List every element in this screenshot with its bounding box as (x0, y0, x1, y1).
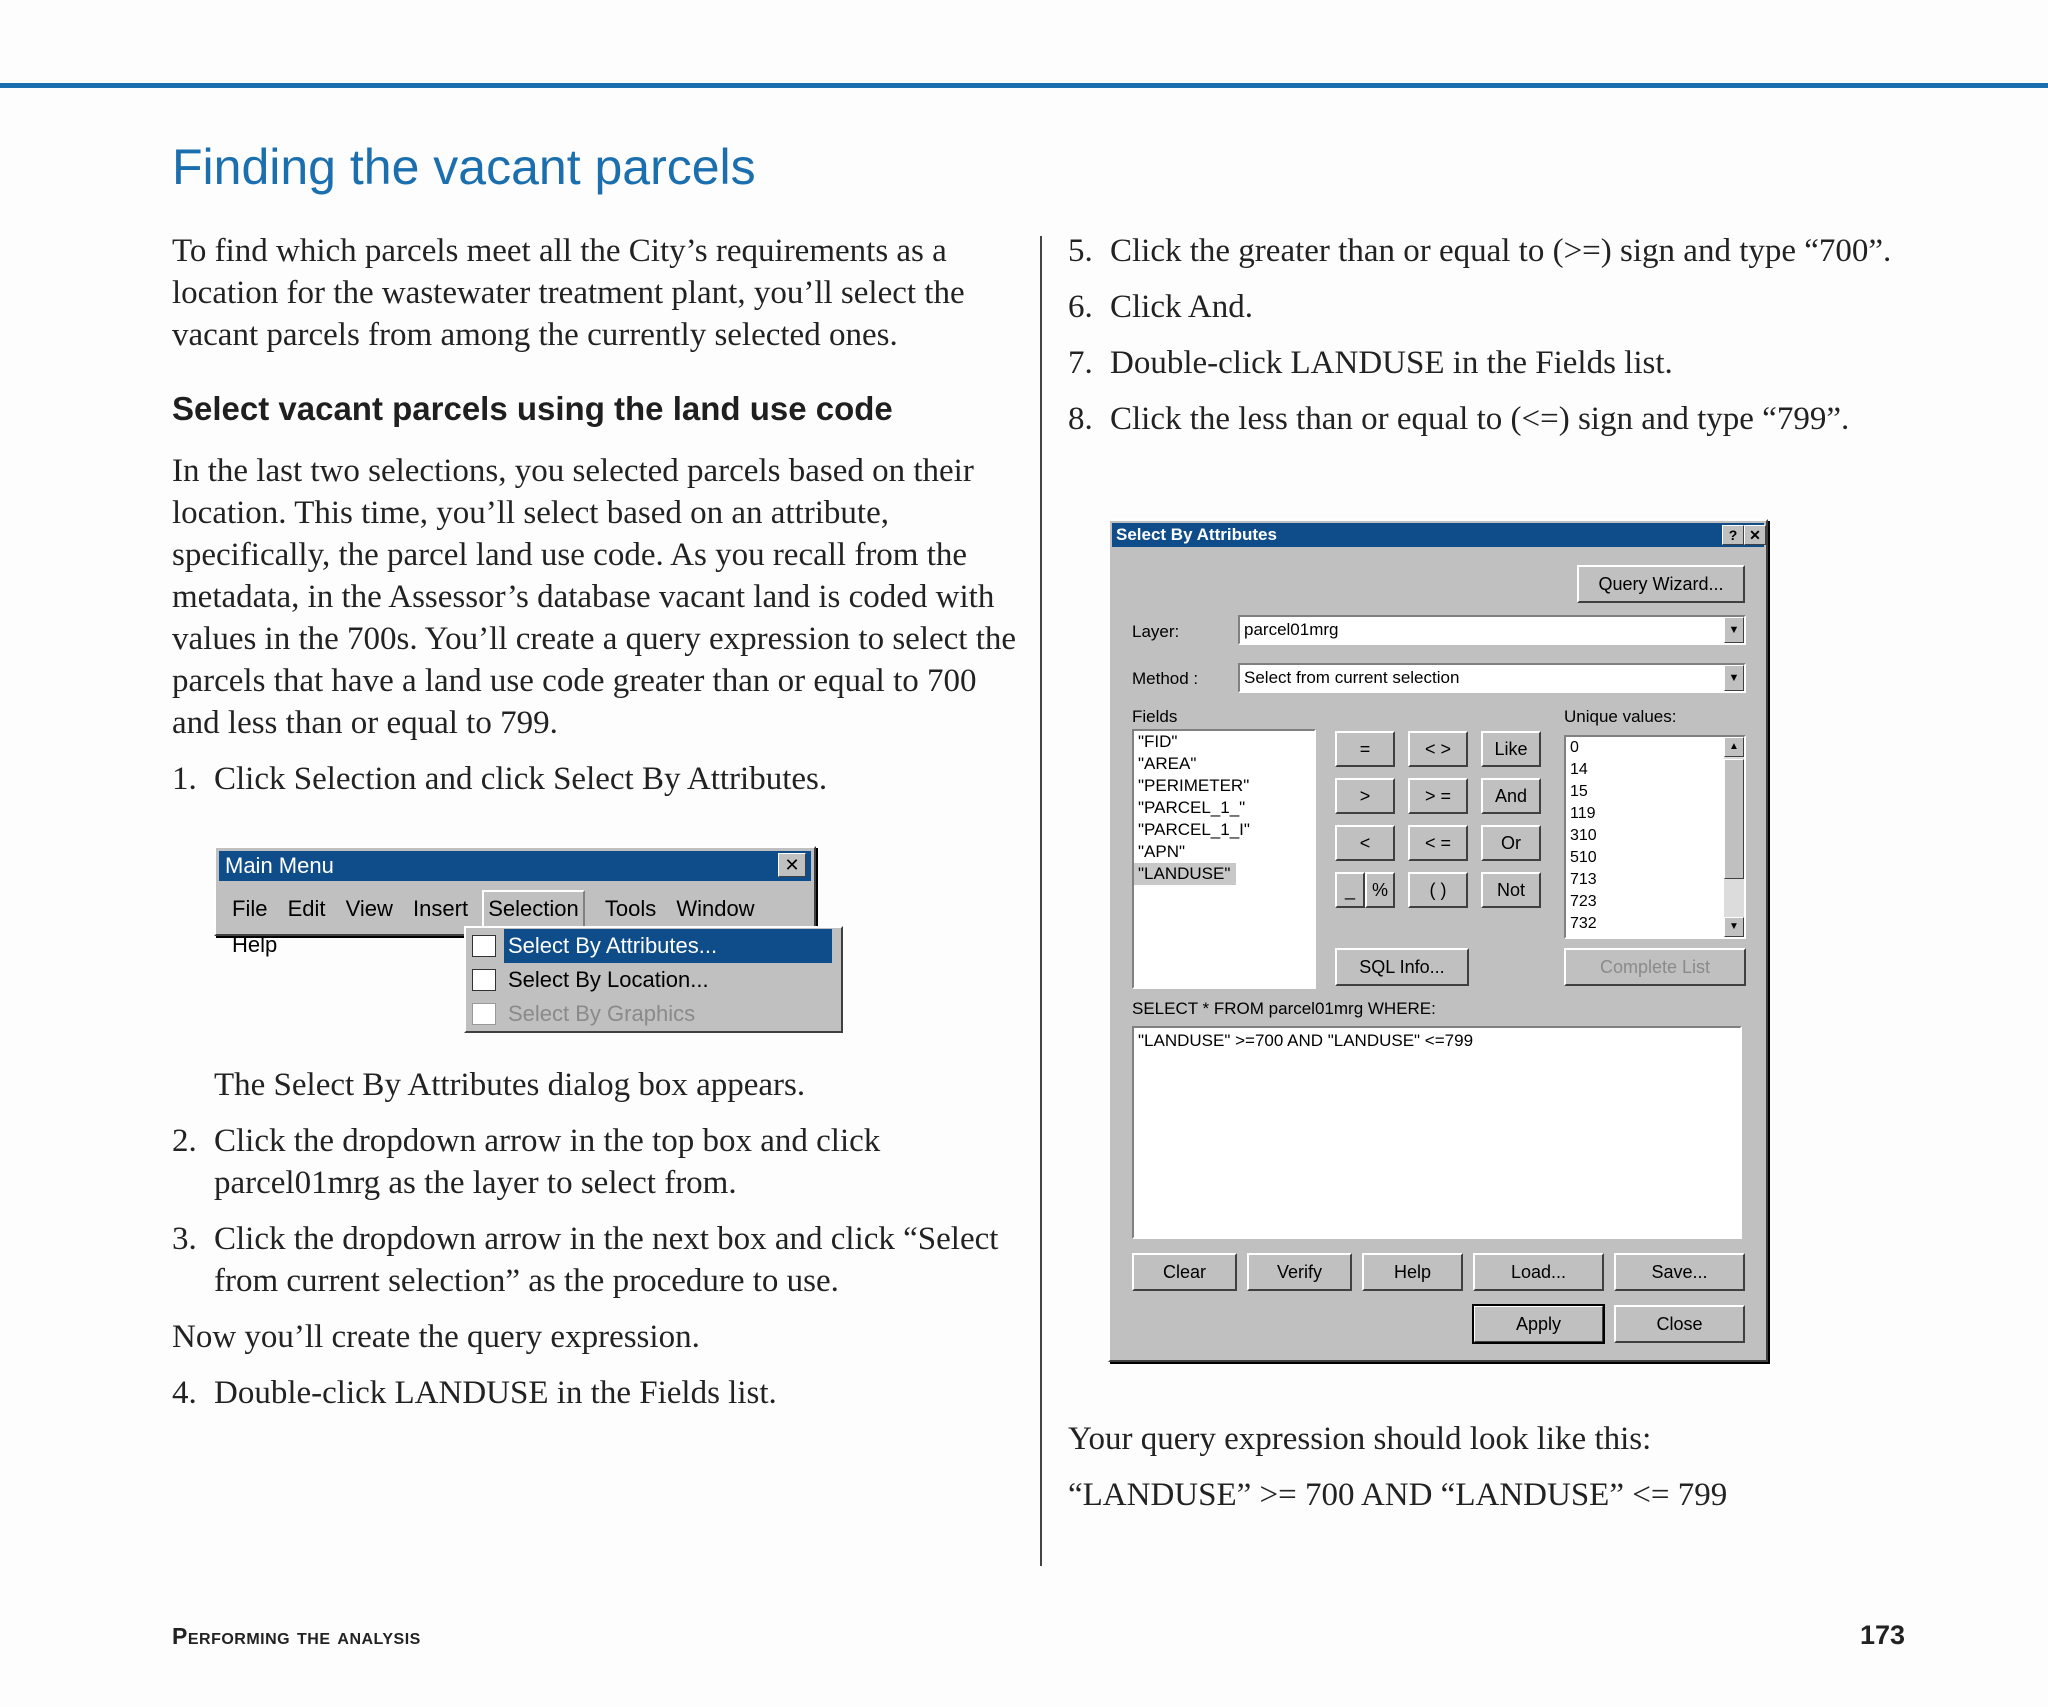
op-greater-button[interactable]: > (1335, 778, 1395, 814)
select-by-attributes-dialog (1108, 519, 1768, 1362)
main-menu-figure (214, 846, 839, 1029)
help-button[interactable]: Help (1362, 1253, 1463, 1291)
list-item[interactable]: 723 (1570, 893, 1597, 910)
clear-button[interactable]: Clear (1132, 1253, 1237, 1291)
now-text: Now you’ll create the query expression. (172, 1319, 700, 1355)
op-less-equal-button[interactable]: < = (1408, 825, 1468, 861)
selection-dropdown (464, 926, 843, 1033)
layer-select[interactable] (1238, 615, 1746, 645)
page-title: Finding the vacant parcels (172, 139, 756, 195)
load-button[interactable]: Load... (1473, 1253, 1604, 1291)
step-text: Click And. (1110, 289, 1254, 325)
list-item[interactable]: "LANDUSE" (1134, 863, 1236, 885)
unique-values-list[interactable] (1564, 735, 1746, 939)
column-divider (1040, 236, 1042, 1566)
list-item[interactable]: "PERIMETER" (1138, 776, 1250, 795)
chevron-down-icon[interactable]: ▼ (1724, 665, 1744, 691)
list-item[interactable]: "FID" (1138, 732, 1178, 751)
scroll-thumb[interactable] (1724, 759, 1744, 879)
step-number: 7. (1068, 345, 1093, 381)
step-number: 5. (1068, 233, 1093, 269)
list-item[interactable]: "AREA" (1138, 754, 1197, 773)
list-item[interactable]: 119 (1570, 805, 1596, 822)
fields-label: Fields (1132, 707, 1178, 726)
menu-insert[interactable]: Insert (413, 896, 469, 921)
sql-info-button[interactable]: SQL Info... (1335, 948, 1469, 986)
menu-item-select-by-attributes[interactable]: Select By Attributes... (466, 929, 837, 963)
main-menu-title: Main Menu (225, 853, 334, 878)
step-text: Click the dropdown arrow in the next box and click “Select from current selection” as the procedure to use. (214, 1221, 999, 1299)
left-column-lower (172, 1064, 1022, 1428)
list-item[interactable]: "PARCEL_1_" (1138, 798, 1246, 817)
op-not-button[interactable]: Not (1481, 872, 1541, 908)
expression-textarea[interactable] (1132, 1026, 1742, 1239)
select-from-label: SELECT * FROM parcel01mrg WHERE: (1132, 999, 1436, 1018)
close-icon[interactable]: ✕ (1744, 525, 1766, 545)
menu-window[interactable]: Window (676, 896, 755, 921)
op-less-button[interactable]: < (1335, 825, 1395, 861)
menu-selection[interactable]: Selection (482, 890, 585, 928)
close-button[interactable]: Close (1614, 1305, 1745, 1343)
menu-view[interactable]: View (345, 896, 393, 921)
result-block (1068, 1418, 1948, 1530)
step-number: 8. (1068, 401, 1093, 437)
close-icon[interactable]: ✕ (778, 853, 806, 877)
op-like-button[interactable]: Like (1481, 731, 1541, 767)
list-item[interactable]: 713 (1570, 871, 1597, 888)
dialog-titlebar (1112, 523, 1764, 547)
section-subheading: Select vacant parcels using the land use code (172, 390, 893, 427)
chevron-down-icon[interactable]: ▼ (1724, 617, 1744, 643)
step-number: 4. (172, 1375, 197, 1411)
main-menu-titlebar (219, 851, 811, 881)
select-graphics-icon (472, 1003, 496, 1025)
step-number: 2. (172, 1123, 197, 1159)
step-number: 1. (172, 761, 197, 797)
page-number: 173 (1860, 1620, 1906, 1650)
step-1 (172, 758, 1022, 800)
left-column (172, 230, 1022, 814)
step-text: Click the less than or equal to (<=) sign and type “799”. (1110, 401, 1850, 437)
unique-values-scrollbar[interactable] (1724, 737, 1744, 937)
step-6 (1068, 286, 1948, 328)
step-number: 6. (1068, 289, 1093, 325)
step-3 (172, 1218, 1022, 1302)
menu-file[interactable]: File (232, 896, 268, 921)
op-parens-button[interactable]: ( ) (1408, 872, 1468, 908)
op-not-equal-button[interactable]: < > (1408, 731, 1468, 767)
step-text: Click the greater than or equal to (>=) sign and type “700”. (1110, 233, 1892, 269)
apply-button[interactable]: Apply (1473, 1305, 1604, 1343)
op-percent-button[interactable]: % (1365, 872, 1395, 908)
help-icon[interactable]: ? (1722, 525, 1744, 545)
menu-help[interactable]: Help (232, 932, 278, 957)
step-number: 3. (172, 1221, 197, 1257)
step-text: Double-click LANDUSE in the Fields list. (1110, 345, 1673, 381)
dialog-title: Select By Attributes (1116, 525, 1277, 544)
complete-list-button: Complete List (1564, 948, 1746, 986)
op-and-button[interactable]: And (1481, 778, 1541, 814)
menu-item-select-by-location[interactable]: Select By Location... (466, 963, 837, 997)
list-item[interactable]: "APN" (1138, 842, 1186, 861)
step-8 (1068, 398, 1948, 440)
query-wizard-button[interactable]: Query Wizard... (1577, 565, 1745, 603)
layer-label: Layer: (1132, 622, 1180, 641)
menu-edit[interactable]: Edit (287, 896, 326, 921)
fields-list[interactable] (1132, 729, 1316, 989)
menu-tools[interactable]: Tools (604, 896, 657, 921)
top-rule (0, 83, 2048, 88)
list-item[interactable]: "PARCEL_1_I" (1138, 820, 1250, 839)
layer-value: parcel01mrg (1244, 620, 1339, 639)
expression-text: "LANDUSE" >=700 AND "LANDUSE" <=799 (1138, 1031, 1474, 1050)
op-or-button[interactable]: Or (1481, 825, 1541, 861)
save-button[interactable]: Save... (1614, 1253, 1745, 1291)
list-item[interactable]: 0 (1570, 739, 1579, 756)
method-select[interactable] (1238, 663, 1746, 693)
op-greater-equal-button[interactable]: > = (1408, 778, 1468, 814)
footer-section: Performing the analysis (172, 1623, 421, 1649)
step-7 (1068, 342, 1948, 384)
verify-button[interactable]: Verify (1247, 1253, 1352, 1291)
step-text: Click the dropdown arrow in the top box and click parcel01mrg as the layer to select from. (214, 1123, 881, 1201)
after-figure-text: The Select By Attributes dialog box appears. (214, 1067, 806, 1103)
method-value: Select from current selection (1244, 668, 1460, 687)
list-item[interactable]: 732 (1570, 915, 1597, 932)
op-equals-button[interactable]: = (1335, 731, 1395, 767)
list-item[interactable]: 15 (1570, 783, 1588, 800)
select-location-icon (472, 969, 496, 991)
result-expression: “LANDUSE” >= 700 AND “LANDUSE” <= 799 (1068, 1477, 1728, 1513)
list-item[interactable]: 310 (1570, 827, 1597, 844)
chevron-down-icon[interactable]: ▼ (1724, 917, 1744, 937)
running-footer (172, 1623, 421, 1650)
step-text: Double-click LANDUSE in the Fields list. (214, 1375, 777, 1411)
chevron-up-icon[interactable]: ▲ (1724, 737, 1744, 757)
intro-paragraph: To find which parcels meet all the City’s requirements as a location for the wastewater treatment plant, you’ll select the vacant parcels from among the currently selected ones. (172, 233, 965, 353)
result-intro: Your query expression should look like this: (1068, 1421, 1652, 1457)
body-paragraph: In the last two selections, you selected parcels based on their location. This time, you’ll select based on an attribute, specifically, the parcel land use code. As you recall from the metadata, in the Assessor’s database vacant land is coded with values in the 700s. You’ll create a query expression to select the parcels that have a land use code greater than or equal to 700 and less than or equal to 799. (172, 453, 1017, 741)
list-item[interactable]: 510 (1570, 849, 1597, 866)
select-attributes-icon (472, 935, 496, 957)
list-item[interactable]: 14 (1570, 761, 1588, 778)
step-2 (172, 1120, 1022, 1204)
step-text: Click Selection and click Select By Attributes. (214, 761, 828, 797)
menu-item-select-by-graphics: Select By Graphics (466, 997, 837, 1031)
step-5 (1068, 230, 1948, 272)
step-4 (172, 1372, 1022, 1414)
op-underscore-button[interactable]: _ (1335, 872, 1365, 908)
method-label: Method : (1132, 669, 1199, 688)
unique-values-label: Unique values: (1564, 707, 1677, 726)
right-column (1068, 230, 1948, 454)
